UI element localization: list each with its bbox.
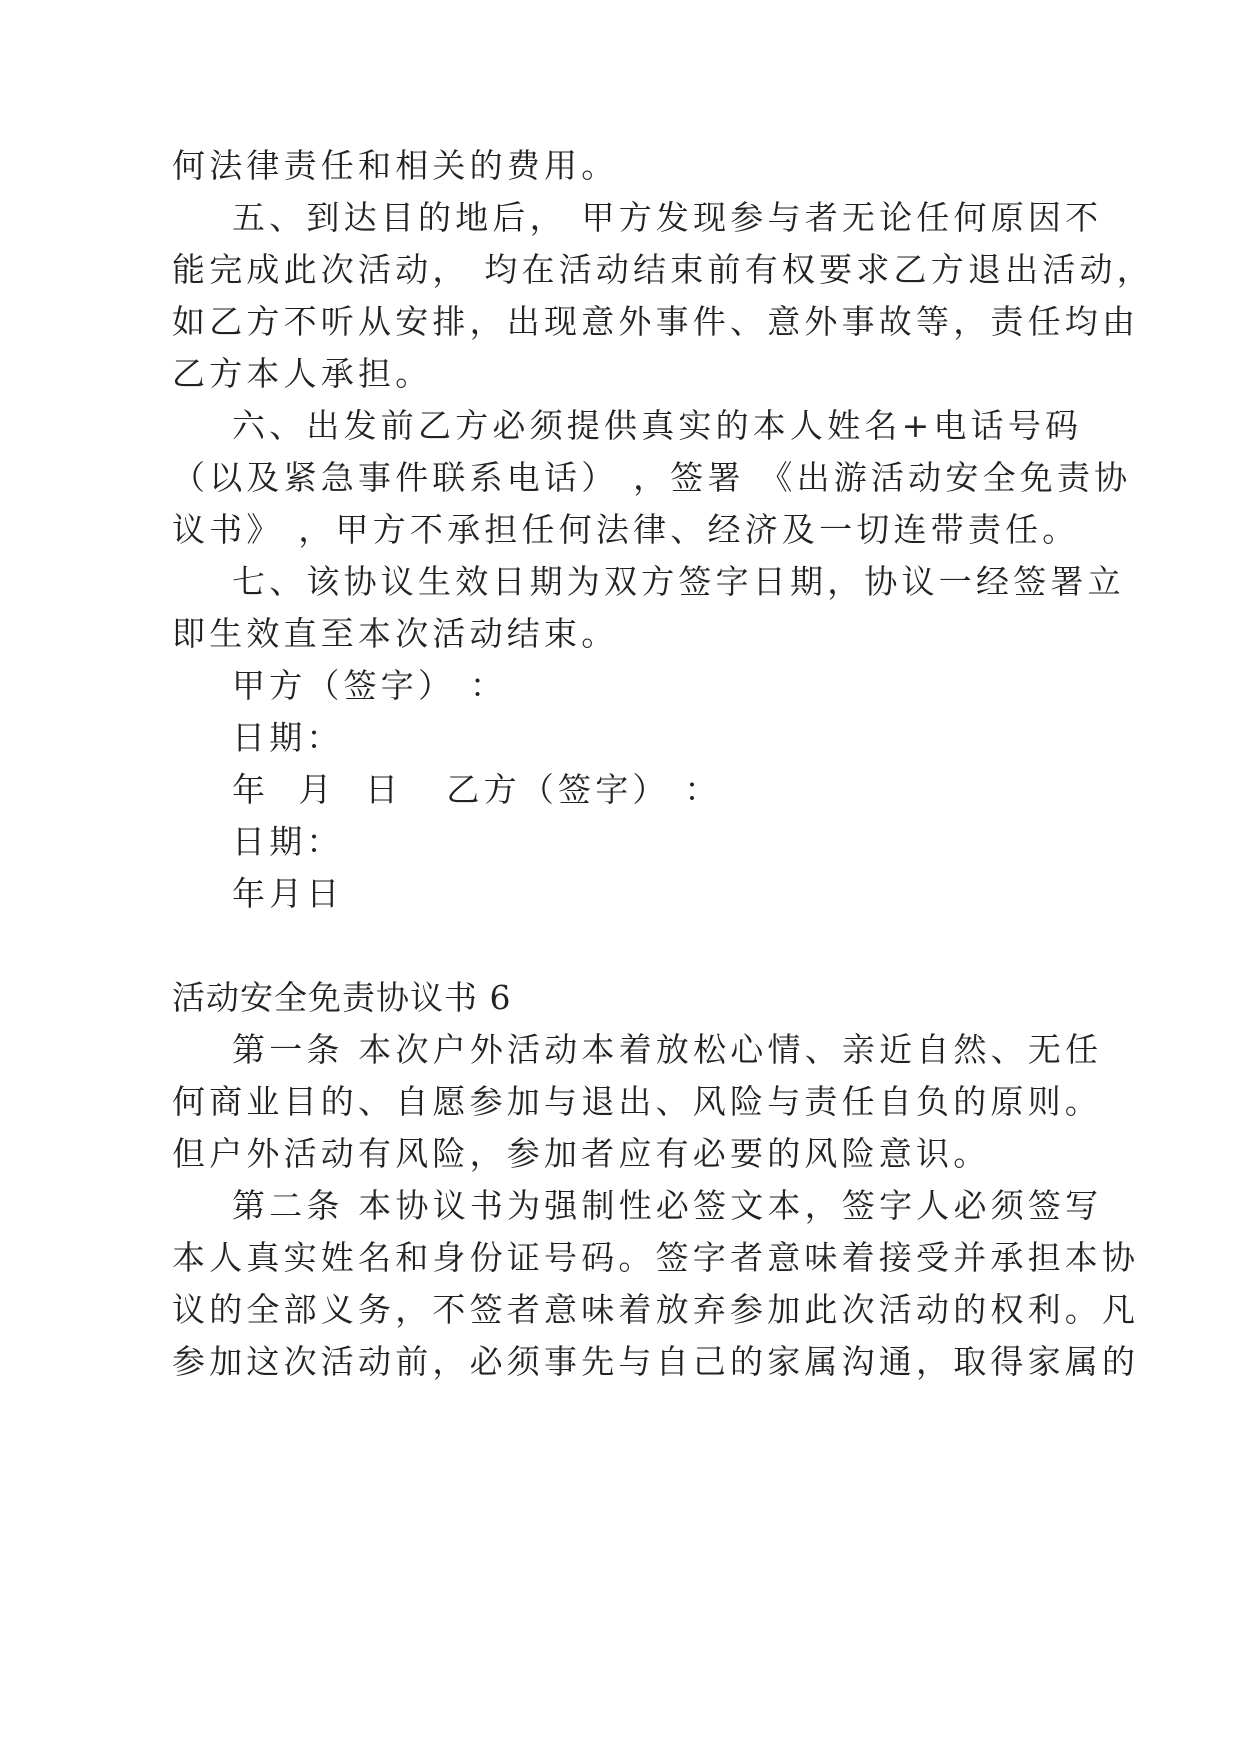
body-text-line: 但户外活动有风险，参加者应有必要的风险意识。	[172, 1134, 991, 1173]
body-text-line: （以及紧急事件联系电话） ，签署 《出游活动安全免责协	[172, 458, 1132, 497]
body-text-line: 议的全部义务，不签者意味着放弃参加此次活动的权利。凡	[172, 1290, 1140, 1329]
clause-7-heading-line: 七、该协议生效日期为双方签字日期，协议一经签署立	[232, 562, 1125, 601]
body-text-line: 即生效直至本次活动结束。	[172, 614, 619, 653]
body-text-line: 议书》 ，甲方不承担任何法律、经济及一切连带责任。	[172, 510, 1080, 549]
body-text-line: 何商业目的、自愿参加与退出、风险与责任自负的原则。	[172, 1082, 1102, 1121]
date-label: 日期：	[232, 822, 344, 861]
date-label: 日期：	[232, 718, 344, 757]
clause-6-heading-line: 六、出发前乙方必须提供真实的本人姓名+电话号码	[232, 406, 1083, 445]
article-1-heading-line: 第一条 本次户外活动本着放松心情、亲近自然、无任	[232, 1030, 1103, 1069]
body-text-line: 能完成此次活动， 均在活动结束前有权要求乙方退出活动，	[172, 250, 1154, 289]
body-text-line: 乙方本人承担。	[172, 354, 433, 393]
body-text-line: 何法律责任和相关的费用。	[172, 146, 619, 185]
clause-5-heading-line: 五、到达目的地后， 甲方发现参与者无论任何原因不	[232, 198, 1103, 237]
party-a-signature-label: 甲方（签字） ：	[232, 666, 508, 705]
date-placeholder: 年月日	[232, 874, 344, 913]
body-text-line: 参加这次活动前，必须事先与自己的家属沟通，取得家属的	[172, 1342, 1140, 1381]
section-title: 活动安全免责协议书 6	[172, 978, 512, 1017]
date-and-party-b-signature-line: 年 月 日 乙方（签字） ：	[232, 770, 722, 809]
body-text-line: 本人真实姓名和身份证号码。签字者意味着接受并承担本协	[172, 1238, 1140, 1277]
body-text-line: 如乙方不听从安排，出现意外事件、意外事故等，责任均由	[172, 302, 1140, 341]
article-2-heading-line: 第二条 本协议书为强制性必签文本，签字人必须签写	[232, 1186, 1103, 1225]
